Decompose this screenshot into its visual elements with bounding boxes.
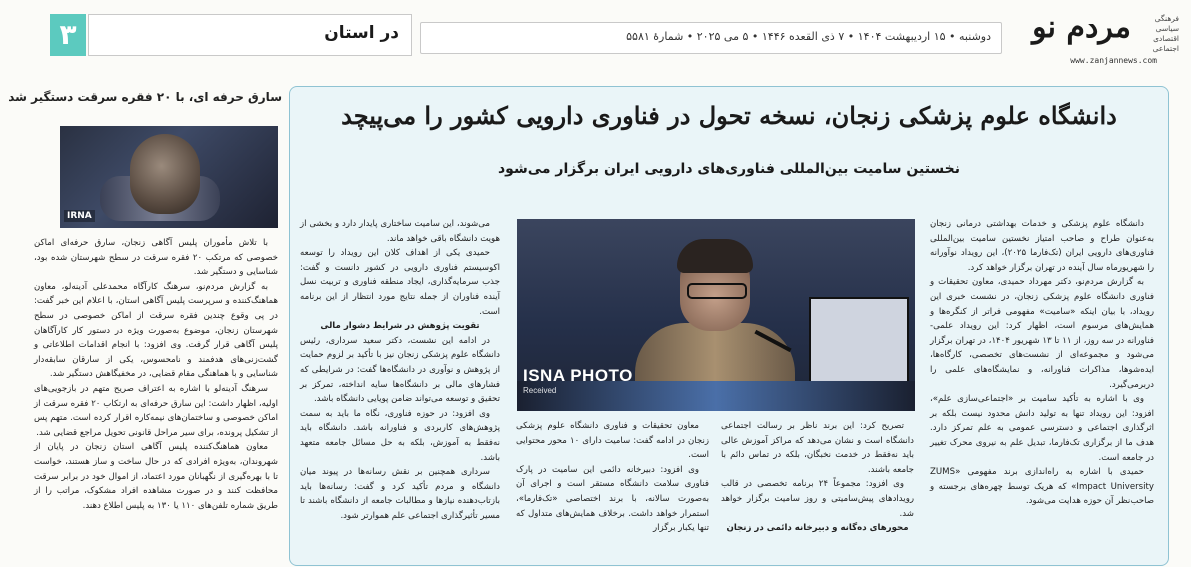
paragraph: به گزارش مردم‌نو، دکتر مهرداد حمیدی، معاون تحقیقات و فناوری دانشگاه علوم پزشکی زنجان، در نشست خبری این رویداد، با بیان اینکه «سامیت» مفهومی فراتر از کنگره‌ها و همایش‌های مرسوم است، اظهار کرد: این رویداد علمی-فناورانه در سه روز، از ۱۱ تا ۱۳ شهریور ۱۴۰۴، در تهران برگزار می‌شود و مجموعه‌ای از نشست‌های تخصصی، کارگاه‌ها، ایده‌شوها، مذاکرات فناورانه، و نمایشگاه‌های علمی را دربرمی‌گیرد. bbox=[930, 277, 1154, 390]
paragraph: وی افزود: دبیرخانه دائمی این سامیت در پارک فناوری سلامت دانشگاه مستقر است و اجرای آن به‌صورت سالانه، با برند اختصاصی «تک‌فارما»، استمرار خواهد داشت. برخلاف همایش‌های متداول که تنها یکبار برگزار bbox=[516, 464, 709, 534]
page-number: ۳ bbox=[50, 14, 86, 56]
section-title: در استان bbox=[324, 23, 399, 43]
paragraph: با تلاش مأموران پلیس آگاهی زنجان، سارق حرفه‌ای اماکن خصوصی که مرتکب ۲۰ فقره سرقت در سطح شهرستان شده بود، شناسایی و دستگیر شد. bbox=[34, 238, 278, 278]
tagline-line: اجتماعی bbox=[1152, 44, 1179, 53]
paragraph: وی افزود: در حوزه فناوری، نگاه ما باید به سمت پژوهش‌های کاربردی و فناورانه باشد. دانشگاه باید نه‌فقط به آموزش، بلکه به حل مسائل جامعه متعهد باشد. bbox=[300, 408, 500, 463]
newspaper-masthead bbox=[1029, 8, 1179, 66]
photo-hair-shape bbox=[677, 239, 753, 273]
paragraph: معاون تحقیقات و فناوری دانشگاه علوم پزشکی زنجان در ادامه گفت: سامیت دارای ۱۰ محور محتوایی است. bbox=[516, 421, 709, 461]
dateline-box bbox=[420, 22, 1002, 54]
photo-glasses-shape bbox=[687, 283, 747, 299]
paragraph: حمیدی با اشاره به راه‌اندازی برند مفهومی «ZUMS Impact University» که هریک توسط چهره‌های برجسته و صاحب‌نظر آن حوزه هدایت می‌شود. bbox=[930, 467, 1154, 507]
article-column-right bbox=[930, 217, 1154, 509]
photo-credit-note: Received bbox=[523, 386, 557, 395]
feature-photo bbox=[517, 219, 915, 411]
website-url[interactable]: www.zanjannews.com bbox=[1070, 56, 1157, 65]
paragraph: معاون هماهنگ‌کننده پلیس آگاهی استان زنجان در پایان از شهروندان، به‌ویژه افرادی که در حال ساخت و ساز هستند، خواست تا با بهره‌گیری از نگهبانان مورد اعتماد، از اموال خود در برابر سرقت محافظت کنند و در صورت مشاهده افراد مشکوک، مراتب را از طریق شماره تلفن‌های ۱۱۰ یا ۱۳۰ به پلیس اطلاع دهند. bbox=[34, 442, 278, 511]
paragraph: حمیدی یکی از اهداف کلان این رویداد را توسعه اکوسیستم فناوری دارویی در کشور دانست و گفت: جذب سرمایه‌گذاری، ایجاد منطقه فناوری و تربیت نسل آینده فناوران از جمله نتایج مورد انتظار از این برنامه است. bbox=[300, 248, 500, 317]
paragraph: می‌شوند، این سامیت ساختاری پایدار دارد و بخشی از هویت دانشگاه باقی خواهد ماند. bbox=[300, 219, 500, 244]
feature-headline[interactable]: دانشگاه علوم پزشکی زنجان، نسخه تحول در فناوری دارویی کشور را می‌پیچد bbox=[341, 101, 1117, 130]
tagline-line: اقتصادی bbox=[1153, 34, 1179, 43]
sidebar-photo bbox=[60, 126, 278, 228]
photo-credit: IRNA bbox=[64, 210, 95, 222]
sidebar-headline[interactable]: سارق حرفه ای، با ۲۰ فقره سرقت دستگیر شد bbox=[8, 90, 282, 104]
tagline bbox=[1133, 14, 1179, 54]
photo-screen-shape bbox=[809, 297, 909, 387]
photo-person-shape bbox=[130, 134, 200, 214]
paragraph: تصریح کرد: این برند ناظر بر رسالت اجتماعی دانشگاه است و نشان می‌دهد که مراکز آموزش عالی باید نه‌فقط در خدمت نخبگان، بلکه در تماس دائم با جامعه باشند. bbox=[721, 421, 914, 475]
feature-story bbox=[289, 86, 1169, 566]
paragraph: به گزارش مردم‌نو، سرهنگ کارآگاه محمدعلی آدینه‌لو، معاون هماهنگ‌کننده و سرپرست پلیس آگاهی استان، با اعلام این خبر گفت: در پی وقوع چندین فقره سرقت از اماکن خصوصی در سطح شهرستان زنجان، موضوع به‌صورت ویژه در دستور کار کارآگاهان پلیس آگاهی قرار گرفت. وی افزود: با انجام اقدامات اطلاعاتی و گشت‌زنی‌های هدفمند و نامحسوس، یکی از سارقان سابقه‌دار شناسایی و با هماهنگی مقام قضایی، در مخفیگاهش دستگیر شد. bbox=[34, 281, 278, 380]
photo-credit bbox=[523, 366, 633, 395]
sidebar-body bbox=[34, 236, 278, 513]
dateline: دوشنبه • ۱۵ اردیبهشت ۱۴۰۴ • ۷ ذی القعده ۱۴۴۶ • ۵ می ۲۰۲۵ • شمارهٔ ۵۵۸۱ bbox=[626, 30, 991, 43]
tagline-line: سیاسی bbox=[1155, 24, 1179, 33]
photo-credit-agency: ISNA PHOTO bbox=[523, 366, 633, 385]
feature-subtitle: نخستین سامیت بین‌المللی فناوری‌های دارویی ایران برگزار می‌شود bbox=[497, 161, 960, 177]
article-column-left bbox=[300, 217, 500, 523]
paragraph: سرهنگ آدینه‌لو با اشاره به اعتراف صریح متهم در بازجویی‌های اولیه، اظهار داشت: این سارق حرفه‌ای به ارتکاب ۲۰ فقره سرقت از اماکن خصوصی و ساختمان‌های نیمه‌کاره اقرار کرده است. متهم پس از تشکیل پرونده، برای سیر مراحل قانونی تحویل مراجع قضایی شد. bbox=[34, 383, 279, 438]
article-column-middle bbox=[516, 419, 914, 536]
subheading: تقویت پژوهش در شرایط دشوار مالی bbox=[320, 321, 480, 332]
newspaper-logo: مردم نو bbox=[1032, 10, 1131, 45]
paragraph: وی افزود: مجموعاً ۲۴ برنامه تخصصی در قالب رویدادهای پیش‌سامیتی و روز سامیت برگزار خواهد شد. bbox=[721, 479, 914, 519]
subheading: محورهای ده‌گانه و دبیرخانه دائمی در زنجان bbox=[726, 523, 909, 534]
section-header bbox=[88, 14, 412, 56]
masthead-bar bbox=[0, 0, 1191, 70]
paragraph: وی با اشاره به تأکید سامیت بر «اجتماعی‌سازی علم»، افزود: این رویداد تنها به تولید دانش محدود نیست بلکه بر اثرگذاری اجتماعی و دسترسی عمومی به علم تمرکز دارد. هدف ما از برگزاری تک‌فارما، تبدیل علم به نیروی محرک تغییر در جامعه است. bbox=[930, 394, 1154, 463]
paragraph: در ادامه این نشست، دکتر سعید سرداری، رئیس دانشگاه علوم پزشکی زنجان نیز با تأکید بر لزوم حمایت از پژوهش و نوآوری در دانشگاه‌ها گفت: در شرایطی که فشارهای مالی بر دانشگاه‌ها سایه انداخته، تمرکز بر تحقیق و توسعه می‌تواند ضامن پویایی دانشگاه باشد. bbox=[300, 335, 500, 405]
tagline-line: فرهنگی bbox=[1154, 14, 1179, 23]
paragraph: سرداری همچنین بر نقش رسانه‌ها در پیوند میان دانشگاه و مردم تأکید کرد و گفت: رسانه‌ها باید بازتاب‌دهنده نیازها و مطالبات جامعه از دانشگاه باشند تا مسیر تأثیرگذاری اجتماعی علم هموارتر شود. bbox=[300, 467, 500, 521]
paragraph: دانشگاه علوم پزشکی و خدمات بهداشتی درمانی زنجان به‌عنوان طراح و صاحب امتیاز نخستین سامیت بین‌المللی فناوری‌های دارویی ایران (تک‌فارما ۲۰۲۵)، این رویداد نوآورانه را شهریورماه سال آینده در تهران برگزار خواهد کرد. bbox=[930, 219, 1154, 273]
sidebar-story bbox=[8, 86, 284, 564]
